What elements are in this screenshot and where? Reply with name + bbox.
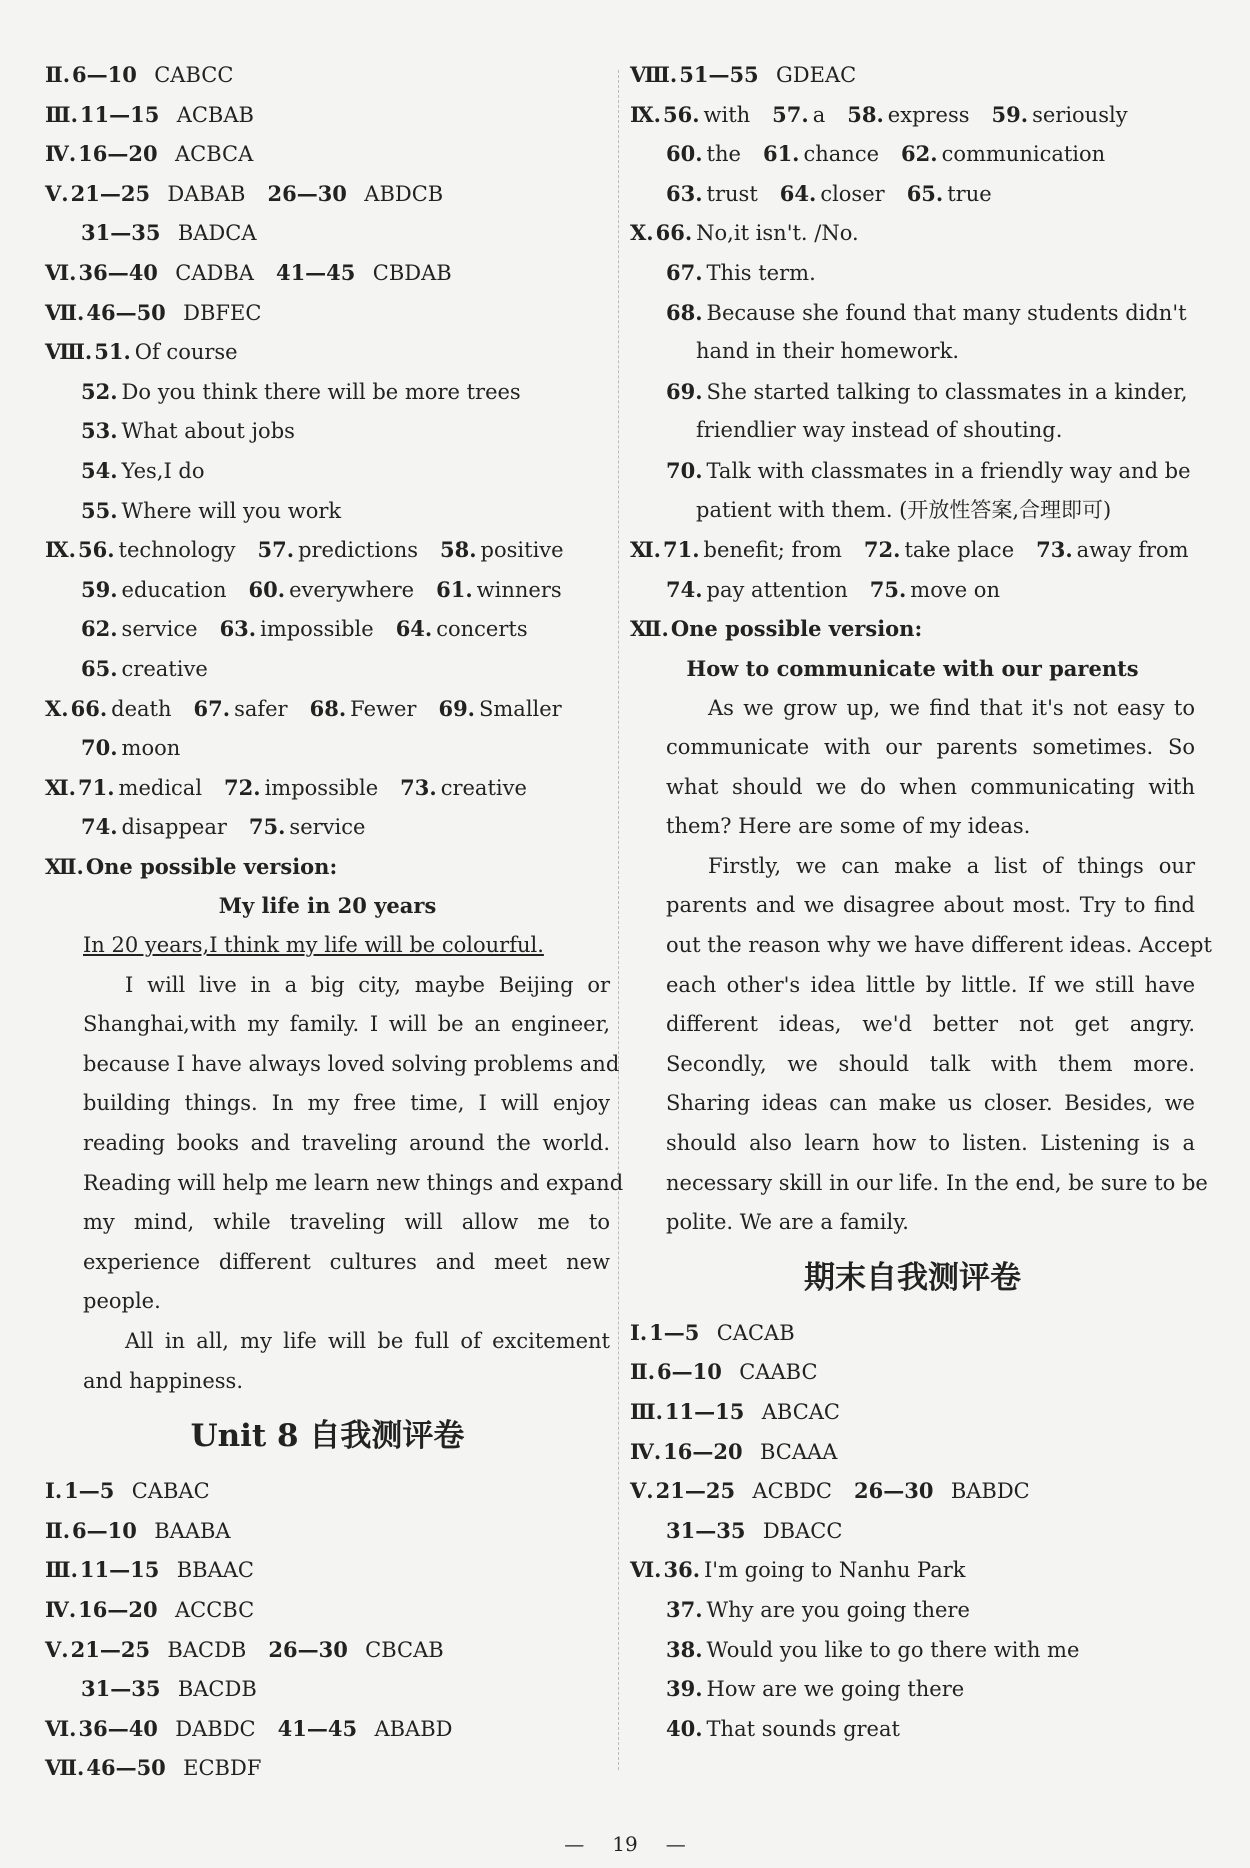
- answer-line: Ⅲ.11—15 ABCAC: [630, 1399, 840, 1424]
- answer-line: 37. Why are you going there: [666, 1596, 970, 1622]
- answer-line: Ⅵ.36—40 CADBA 41—45 CBDAB: [45, 259, 452, 285]
- answer-line: 54. Yes,I do: [81, 457, 205, 483]
- answer-line: Ⅲ.11—15 ACBAB: [45, 101, 254, 127]
- essay-line: what should we do when communicating with: [666, 774, 1195, 799]
- answer-line: Ⅻ.One possible version:: [630, 616, 923, 642]
- left-column: [45, 55, 624, 1788]
- final-exam-title: 期末自我测评卷: [804, 1259, 1021, 1296]
- answer-line: Ⅴ.21—25 ACBDC 26—30 BABDC: [630, 1478, 1030, 1504]
- answer-line: Ⅷ.51. Of course: [45, 339, 238, 365]
- answer-line: Ⅳ.16—20 ACCBC: [45, 1596, 255, 1622]
- essay-line: building things. In my free time, I will enjoy: [83, 1091, 610, 1116]
- answer-line: Ⅴ.21—25 BACDB 26—30 CBCAB: [45, 1636, 444, 1662]
- answer-line: Ⅰ.1—5 CABAC: [45, 1478, 210, 1504]
- answer-line: Ⅺ.71. medical 72. impossible 73. creative: [45, 774, 527, 800]
- answer-line: 31—35 BACDB: [81, 1676, 257, 1702]
- answer-line: 31—35 BADCA: [81, 220, 257, 246]
- answer-line: Ⅱ.6—10 CABCC: [45, 62, 234, 87]
- answer-line: 70. Talk with classmates in a friendly way and be: [666, 457, 1191, 483]
- answer-line: Ⅱ.6—10 BAABA: [45, 1517, 231, 1543]
- answer-line: Ⅷ.51—55 GDEAC: [630, 62, 857, 87]
- answer-line: 55. Where will you work: [81, 497, 342, 523]
- essay-line: Shanghai,with my family. I will be an engineer,: [83, 1012, 610, 1037]
- essay-title: My life in 20 years: [218, 893, 437, 919]
- essay-line: As we grow up, we find that it's not easy to: [708, 695, 1195, 720]
- answer-line: 62. service 63. impossible 64. concerts: [81, 616, 528, 642]
- essay-title: How to communicate with our parents: [686, 655, 1139, 681]
- essay-line: my mind, while traveling will allow me to: [83, 1210, 610, 1235]
- answer-line: Ⅳ.16—20 ACBCA: [45, 141, 254, 167]
- answer-line: Ⅲ.11—15 BBAAC: [45, 1557, 254, 1583]
- answer-line: 52. Do you think there will be more trees: [81, 378, 521, 404]
- answer-line: Ⅰ.1—5 CACAB: [630, 1319, 795, 1345]
- essay-line: Sharing ideas can make us closer. Besides, we: [666, 1091, 1195, 1116]
- answer-line: 38. Would you like to go there with me: [666, 1636, 1080, 1662]
- essay-line: polite. We are a family.: [666, 1210, 909, 1235]
- answer-line: patient with them. (开放性答案,合理即可): [696, 497, 1112, 522]
- essay-line: experience different cultures and meet new: [83, 1249, 610, 1274]
- answer-line: 74. pay attention 75. move on: [666, 576, 1000, 602]
- answer-line: Ⅳ.16—20 BCAAA: [630, 1438, 838, 1464]
- essay-line: necessary skill in our life. In the end, be sure to be: [666, 1170, 1208, 1195]
- essay-line: different ideas, we'd better not get angry.: [666, 1012, 1195, 1037]
- essay-line: Firstly, we can make a list of things our: [708, 853, 1195, 878]
- essay-line: communicate with our parents sometimes. So: [666, 735, 1195, 760]
- answer-line: Ⅺ.71. benefit; from 72. take place 73. away from: [630, 537, 1189, 563]
- column-divider: [618, 70, 619, 1770]
- essay-line: because I have always loved solving problems and: [83, 1051, 620, 1076]
- essay-line: Reading will help me learn new things and expand: [83, 1170, 624, 1195]
- essay-line: I will live in a big city, maybe Beijing or: [125, 972, 610, 997]
- answer-line: 60. the 61. chance 62. communication: [666, 141, 1106, 167]
- answer-line: Ⅵ.36—40 DABDC 41—45 ABABD: [45, 1715, 453, 1741]
- answer-line: 31—35 DBACC: [666, 1517, 843, 1543]
- answer-line: Ⅸ.56. with 57. a 58. express 59. seriously: [630, 101, 1128, 127]
- unit-8-title: Unit 8 自我测评卷: [190, 1418, 465, 1455]
- answer-line: 67. This term.: [666, 259, 816, 285]
- right-column: [630, 55, 1212, 1748]
- essay-line: people.: [83, 1289, 161, 1314]
- answer-line: 40. That sounds great: [666, 1715, 900, 1741]
- answer-line: Ⅹ.66. death 67. safer 68. Fewer 69. Smaller: [45, 695, 562, 721]
- answer-line: Ⅶ.46—50 ECBDF: [45, 1755, 262, 1781]
- answer-line: 39. How are we going there: [666, 1676, 965, 1702]
- answer-line: 68. Because she found that many students didn't: [666, 299, 1187, 325]
- answer-line: 63. trust 64. closer 65. true: [666, 180, 992, 206]
- answer-line: Ⅵ.36. I'm going to Nanhu Park: [630, 1557, 966, 1583]
- page-number: — 19 —: [564, 1832, 686, 1856]
- essay-line: out the reason why we have different ideas. Accept: [666, 933, 1212, 958]
- essay-line: parents and we disagree about most. Try to find: [666, 893, 1195, 918]
- essay-line: each other's idea little by little. If we still have: [666, 972, 1195, 997]
- essay-line: Secondly, we should talk with them more.: [666, 1051, 1195, 1076]
- answer-line: friendlier way instead of shouting.: [696, 418, 1063, 443]
- answer-line: 59. education 60. everywhere 61. winners: [81, 576, 562, 602]
- answer-line: hand in their homework.: [696, 339, 959, 364]
- answer-line: 65. creative: [81, 655, 208, 681]
- answer-line: Ⅸ.56. technology 57. predictions 58. positive: [45, 537, 564, 563]
- answer-line: 70. moon: [81, 735, 181, 761]
- essay-line: them? Here are some of my ideas.: [666, 814, 1031, 839]
- essay-first-line: In 20 years,I think my life will be colourful.: [83, 933, 544, 958]
- essay-line: reading books and traveling around the world.: [83, 1131, 610, 1156]
- answer-line: 53. What about jobs: [81, 418, 295, 444]
- answer-line: 69. She started talking to classmates in a kinder,: [666, 378, 1188, 404]
- essay-line: should also learn how to listen. Listening is a: [666, 1131, 1195, 1156]
- essay-line: and happiness.: [83, 1368, 243, 1393]
- essay-line: All in all, my life will be full of excitement: [125, 1329, 610, 1353]
- answer-line: 74. disappear 75. service: [81, 814, 366, 840]
- answer-line: Ⅱ.6—10 CAABC: [630, 1359, 818, 1385]
- answer-line: Ⅴ.21—25 DABAB 26—30 ABDCB: [45, 180, 444, 206]
- answer-line: Ⅶ.46—50 DBFEC: [45, 299, 262, 325]
- answer-line: Ⅻ.One possible version:: [45, 853, 338, 879]
- answer-line: Ⅹ.66. No,it isn't. /No.: [630, 220, 859, 246]
